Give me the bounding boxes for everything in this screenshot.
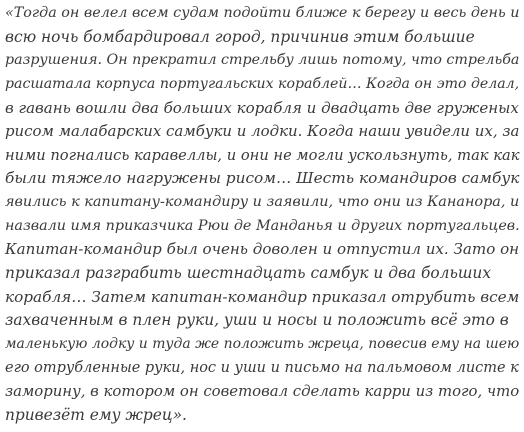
- quote-line: привезёт ему жрец».: [5, 405, 187, 424]
- quote-line: в гавань вошли два больших корабля и двадцать две груженых: [5, 98, 519, 117]
- quote-line: разрушения. Он прекратил стрельбу лишь потому, что стрельба: [5, 52, 520, 69]
- quote-line: ними погнались каравеллы, и они не могли ускользнуть, так как: [5, 146, 520, 164]
- quote-line: были тяжело нагружены рисом… Шесть командиров самбук: [5, 169, 520, 188]
- quote-line: захваченным в плен руки, уши и носы и положить всё это в: [5, 311, 509, 330]
- quote-line: корабля… Затем капитан-командир приказал отрубить всем: [5, 287, 520, 306]
- quote-line: «Тогда он велел всем судам подойти ближе к берегу и весь день и: [5, 5, 520, 21]
- quote-line: его отрубленные руки, нос и уши и письмо на пальмовом листе к: [5, 359, 519, 376]
- quote-line: Капитан-командир был очень доволен и отпустил их. Зато он: [5, 240, 520, 259]
- quote-text-block: [5, 2, 521, 428]
- quote-line: заморину, в котором он советовал сделать карри из того, что: [5, 382, 520, 401]
- quote-line: расшатала корпуса португальских кораблей… Когда он это делал,: [5, 75, 520, 92]
- quote-line: рисом малабарских самбуки и лодки. Когда наши увидели их, за: [5, 122, 520, 141]
- quote-line: явились к капитану-командиру и заявили, что они из Кананора, и: [5, 194, 520, 211]
- quote-line: маленькую лодку и туда же положить жреца, повесив ему на шею: [5, 335, 520, 352]
- quote-line: всю ночь бомбардировал город, причинив этим большие: [5, 27, 475, 46]
- quote-line: назвали имя приказчика Рюи де Манданья и других португальцев.: [5, 217, 520, 234]
- quote-line: приказал разграбить шестнадцать самбук и два больших: [5, 264, 492, 283]
